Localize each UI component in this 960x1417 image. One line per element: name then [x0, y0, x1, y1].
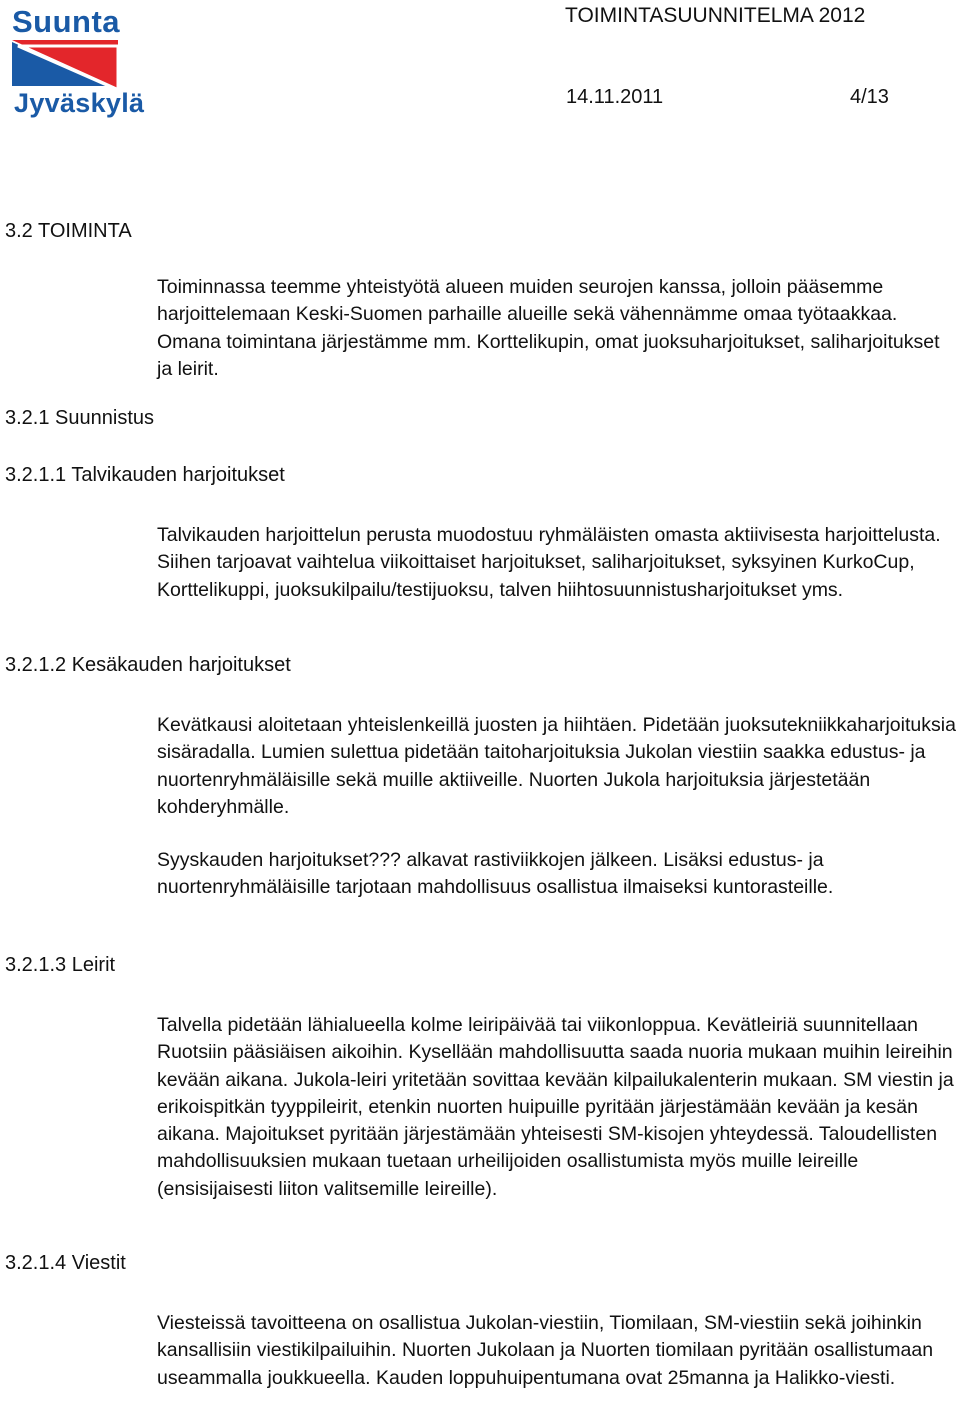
paragraph-leirit: Talvella pidetään lähialueella kolme leiripäivää tai viikonloppua. Kevätleiriä suunnitellaan Ruotsiin pääsiäisen aikoihin. Kysellään mahdollisuutta saada nuoria mukaan muihin leireihin kevään aikana. Jukola-leiri yritetään sovittaa kevään kilpailukalenterin mukaan. SM viestin ja erikoispitkän tyyppileirit, etenkin nuorten huipuille pyritään järjestämään kevään ja kesän aikana. Majoitukset pyritään järjestämään yhteisesti SM-kisojen yhteydessä. Taloudellisten mahdollisuuksien mukaan tuetaan urheilijoiden osallistumista myös muille leireille (ensisijaisesti liiton valitsemille leireille). [157, 1014, 954, 1200]
document-title: TOIMINTASUUNNITELMA 2012 [565, 4, 866, 27]
suunta-jyvaskyla-logo [8, 4, 145, 126]
paragraph-viestit: Viesteissä tavoitteena on osallistua Jukolan-viestiin, Tiomilaan, SM-viestiin sekä joihinkin kansallisiin viestikilpailuihin. Nuorten Jukolaan ja Nuorten tiomilaan pyritään osallistumaan useammalla joukkueella. Kauden loppuhuipentumana ovat 25manna ja Halikko-viesti. [157, 1312, 934, 1389]
heading-3-2: 3.2 TOIMINTA [5, 220, 132, 242]
document-date: 14.11.2011 [566, 86, 664, 108]
logo-text-suunta: Suunta [12, 4, 121, 39]
heading-3-2-1: 3.2.1 Suunnistus [5, 407, 154, 429]
logo-orienteering-flag-icon [8, 36, 133, 90]
paragraph-kesakausi: Kevätkausi aloitetaan yhteislenkeillä juosten ja hiihtäen. Pidetään juoksutekniikkaharjoituksia sisäradalla. Lumien sulettua pidetään taitoharjoituksia Jukolan viestiin saakka edustus- ja nuortenryhmäläisille sekä muille aktiiveille. Nuorten Jukola harjoituksia järjestetään kohderyhmälle. [157, 714, 956, 818]
paragraph-talvikausi: Talvikauden harjoittelun perusta muodostuu ryhmäläisten omasta aktiivisesta harjoittelusta. Siihen tarjoavat vaihtelua viikoittaiset harjoitukset, saliharjoitukset, syksyinen KurkoCup, Korttelikuppi, juoksukilpailu/testijuoksu, talven hiihtosuunnistusharjoitukset yms. [157, 524, 941, 601]
logo-text-jyvaskyla: Jyväskylä [14, 88, 145, 118]
heading-3-2-1-3: 3.2.1.3 Leirit [5, 954, 116, 976]
heading-3-2-1-1: 3.2.1.1 Talvikauden harjoitukset [5, 464, 285, 486]
page-number: 4/13 [850, 86, 889, 108]
paragraph-toiminta: Toiminnassa teemme yhteistyötä alueen muiden seurojen kanssa, jolloin pääsemme harjoittelemaan Keski-Suomen parhaille alueille sekä vähennämme omaa työtaakkaa. Omana toimintana järjestämme mm. Korttelikupin, omat juoksuharjoitukset, saliharjoitukset ja leirit. [157, 276, 940, 380]
heading-3-2-1-4: 3.2.1.4 Viestit [5, 1252, 126, 1274]
heading-3-2-1-2: 3.2.1.2 Kesäkauden harjoitukset [5, 654, 291, 676]
paragraph-syyskausi: Syyskauden harjoitukset??? alkavat rastiviikkojen jälkeen. Lisäksi edustus- ja nuortenryhmäläisille tarjotaan mahdollisuus osallistua ilmaiseksi kuntorasteille. [157, 849, 834, 899]
